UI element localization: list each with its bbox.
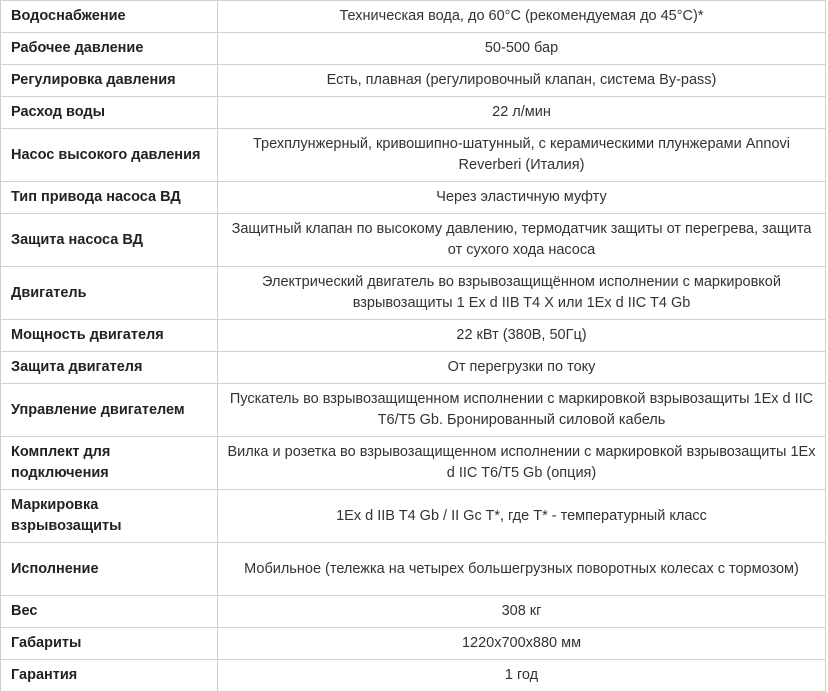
spec-value: 50-500 бар [218,33,826,65]
spec-label: Регулировка давления [1,65,218,97]
spec-label: Вес [1,596,218,628]
spec-label: Гарантия [1,660,218,692]
spec-value: Техническая вода, до 60°С (рекомендуемая до 45°С)* [218,1,826,33]
table-row [1,352,826,384]
table-row [1,596,826,628]
spec-value: 1220х700х880 мм [218,628,826,660]
spec-label: Мощность двигателя [1,320,218,352]
spec-label: Габариты [1,628,218,660]
spec-label: Защита насоса ВД [1,214,218,267]
spec-value: 1Ex d IIB T4 Gb / II Gc T*, где Т* - температурный класс [218,490,826,543]
table-row [1,628,826,660]
table-row [1,660,826,692]
spec-value: Через эластичную муфту [218,182,826,214]
spec-value: 22 л/мин [218,97,826,129]
spec-value: Защитный клапан по высокому давлению, термодатчик защиты от перегрева, защита от сухого хода насоса [218,214,826,267]
spec-value: Есть, плавная (регулировочный клапан, система By-pass) [218,65,826,97]
spec-value: Мобильное (тележка на четырех большегрузных поворотных колесах с тормозом) [218,543,826,596]
spec-label: Расход воды [1,97,218,129]
table-row [1,267,826,320]
spec-label: Насос высокого давления [1,129,218,182]
table-row [1,437,826,490]
spec-label: Двигатель [1,267,218,320]
spec-label: Комплект для подключения [1,437,218,490]
spec-value: Трехплунжерный, кривошипно-шатунный, с керамическими плунжерами Annovi Reverberi (Италия) [218,129,826,182]
spec-label: Управление двигателем [1,384,218,437]
spec-value: От перегрузки по току [218,352,826,384]
table-row [1,129,826,182]
spec-label: Исполнение [1,543,218,596]
spec-label: Тип привода насоса ВД [1,182,218,214]
spec-label: Рабочее давление [1,33,218,65]
table-row [1,214,826,267]
table-row [1,384,826,437]
spec-value: Электрический двигатель во взрывозащищённом исполнении с маркировкой взрывозащиты 1 Ex d IIB T4 X или 1Ex d IIC T4 Gb [218,267,826,320]
spec-label: Водоснабжение [1,1,218,33]
spec-label: Защита двигателя [1,352,218,384]
spec-label: Маркировка взрывозащиты [1,490,218,543]
spec-value: 1 год [218,660,826,692]
table-row [1,33,826,65]
table-row [1,320,826,352]
table-row [1,543,826,596]
spec-value: Вилка и розетка во взрывозащищенном исполнении с маркировкой взрывозащиты 1Ex d IIC T6/T5 Gb (опция) [218,437,826,490]
table-row [1,490,826,543]
spec-value: Пускатель во взрывозащищенном исполнении с маркировкой взрывозащиты 1Ex d IIC T6/T5 Gb. Бронированный силовой кабель [218,384,826,437]
table-row [1,182,826,214]
spec-value: 22 кВт (380В, 50Гц) [218,320,826,352]
spec-value: 308 кг [218,596,826,628]
table-row [1,1,826,33]
table-row [1,97,826,129]
table-row [1,65,826,97]
